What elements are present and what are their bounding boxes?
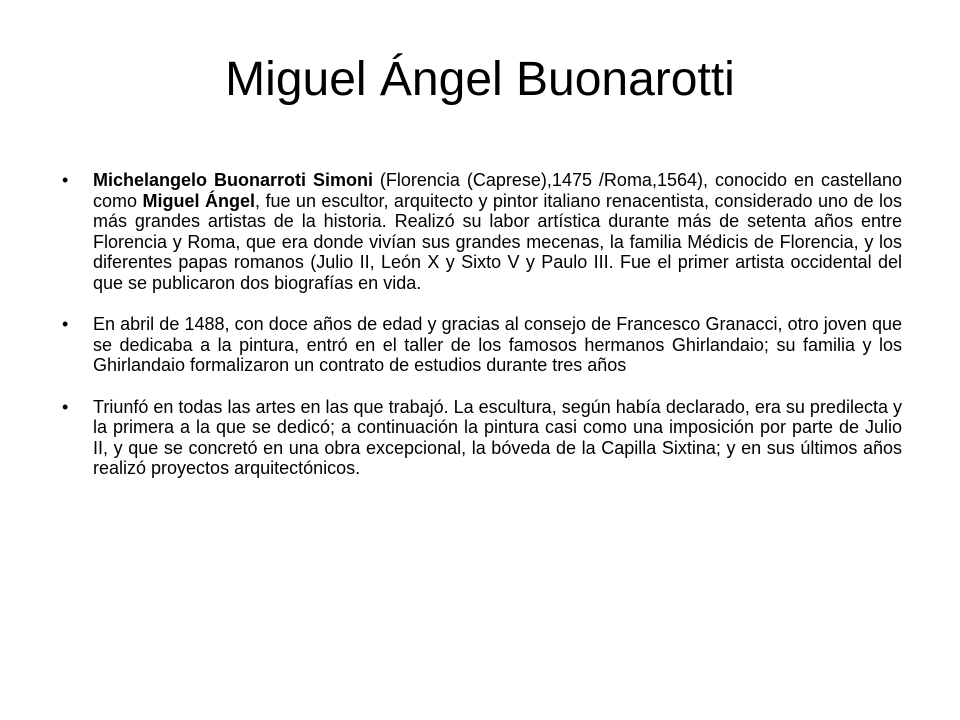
slide-title: Miguel Ángel Buonarotti xyxy=(225,53,735,106)
paragraph-text: En abril de 1488, con doce años de edad y gracias al consejo de Francesco Granacci, otro joven que se dedicaba a la pintura, entró en el taller de los famosos hermanos Ghirlandaio; su familia y los Ghirlandaio formalizaron un contrato de estudios durante tres años xyxy=(93,314,902,375)
bullet-icon: • xyxy=(62,396,69,417)
bullet-paragraph-biography xyxy=(60,170,902,293)
bullet-icon: • xyxy=(62,170,69,190)
paragraph-text: (Florencia (Caprese),1475 /Roma,1564), conocido en castellano como xyxy=(93,170,902,211)
full-name-text: Michelangelo Buonarroti Simoni xyxy=(93,170,373,190)
paragraph-text: , fue un escultor, arquitecto y pintor italiano renacentista, considerado uno de los más grandes artistas de la historia. Realizó su labor artística durante más de setenta años entre Florencia y Roma, que era donde vivían sus grandes mecenas, la familia Médicis de Florencia, y los diferentes papas romanos (Julio II, León X y Sixto V y Paulo III. Fue el primer artista occidental del que se publicaron dos biografías en vida. xyxy=(93,190,902,293)
bullet-icon: • xyxy=(62,314,69,334)
bullet-list xyxy=(60,170,902,500)
bullet-paragraph-arts xyxy=(60,397,902,479)
paragraph-text: Triunfó en todas las artes en las que trabajó. La escultura, según había declarado, era su predilecta y la primera a la que se dedicó; a continuación la pintura casi como una imposición por parte de Julio II, y que se concretó en una obra excepcional, la bóveda de la Capilla Sixtina; y en sus últimos años realizó proyectos arquitectónicos. xyxy=(93,396,902,478)
spanish-name-text: Miguel Ángel xyxy=(142,190,255,211)
bullet-paragraph-training xyxy=(60,314,902,376)
